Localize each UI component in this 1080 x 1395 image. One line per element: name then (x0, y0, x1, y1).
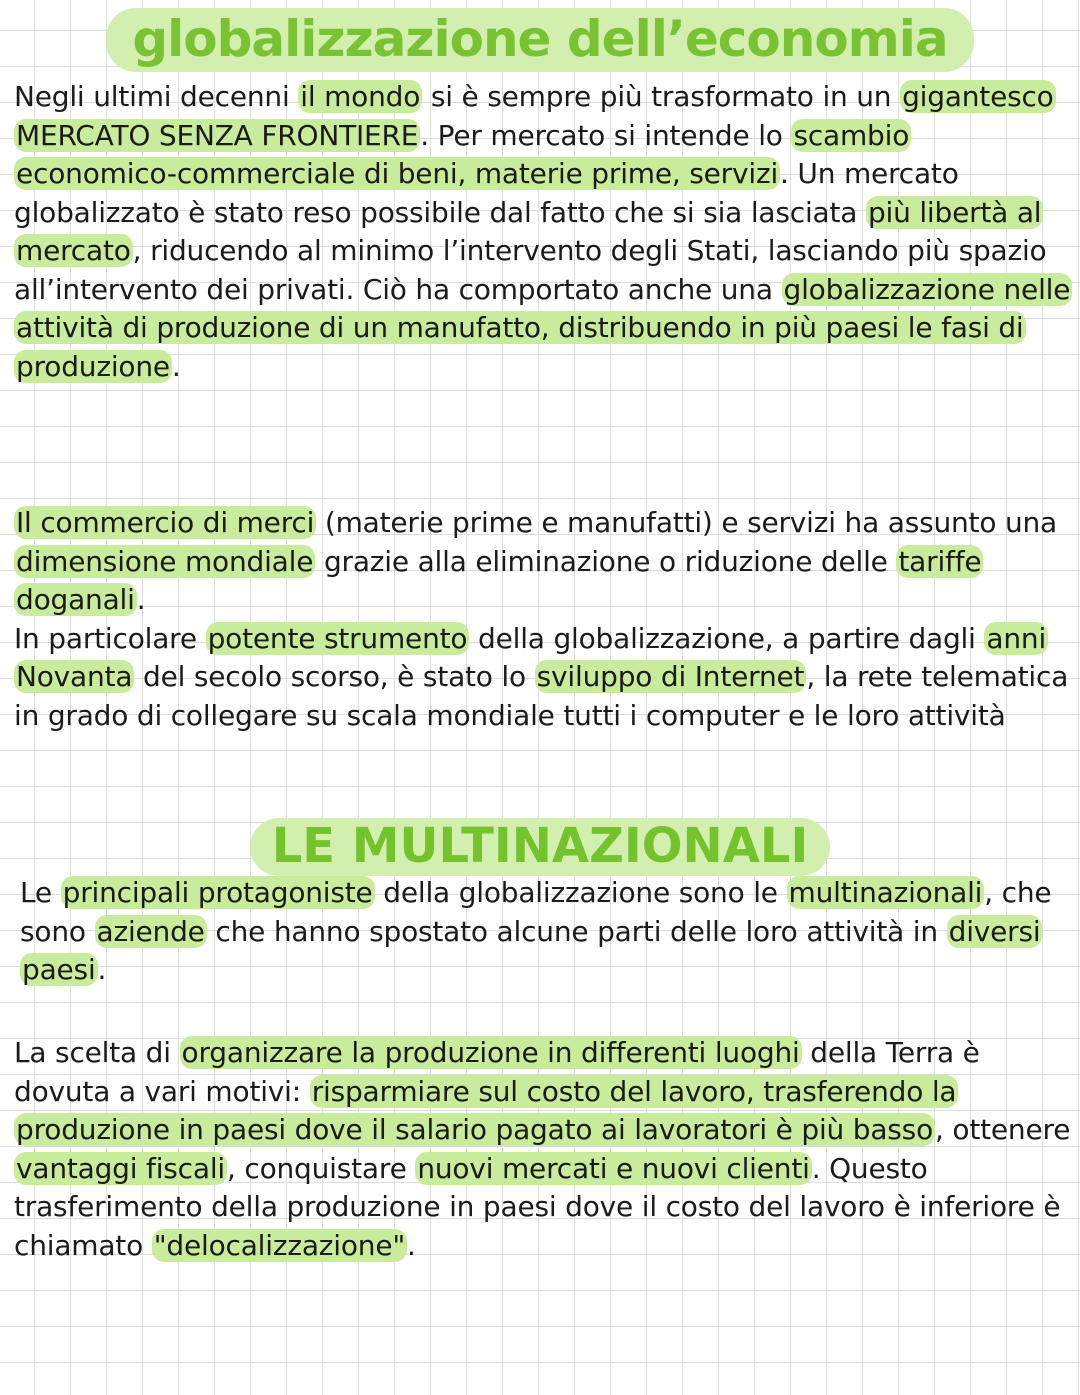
text-run: della globalizzazione sono le (374, 876, 787, 909)
text-run: , conquistare (226, 1151, 416, 1185)
text-run: della Terra è dovuta a vari motivi: (14, 1036, 980, 1108)
text-run: (materie prime e manufatti) e servizi ha assunto una (316, 506, 1058, 539)
text-run: , che sono (20, 876, 1052, 948)
section-title-multinationals: LE MULTINAZIONALI (250, 818, 831, 876)
text-run: . (407, 1228, 416, 1262)
highlighted-text: aziende (96, 914, 205, 948)
paragraph-delocalization (14, 1034, 1074, 1265)
text-run: , riducendo al minimo l’intervento degli Stati, lasciando più spazio all’intervento dei privati. Ciò ha comportato anche una (14, 234, 1047, 306)
text-run: . Questo trasferimento della produzione in paesi dove il costo del lavoro è inferiore è chiamato (14, 1151, 1061, 1262)
highlighted-text: anni Novanta (16, 621, 1047, 693)
text-run: , ottenere (935, 1113, 1071, 1146)
text-run: . (171, 349, 181, 383)
paragraph-commerce-internet (14, 504, 1074, 735)
highlighted-text: scambio economico-commerciale di beni, materie prime, servizi (16, 118, 910, 190)
text-run: grazie alla eliminazione o riduzione delle (315, 544, 897, 578)
highlighted-text: globalizzazione nelle attività di produzione di un manufatto, distribuendo in più paesi le fasi di produzione (16, 272, 1071, 383)
page-title: globalizzazione dell’economia (106, 8, 973, 72)
highlighted-text: più libertà al mercato (16, 195, 1042, 267)
highlighted-text: gigantesco MERCATO SENZA FRONTIERE (16, 80, 1054, 152)
highlighted-text: risparmiare sul costo del lavoro, trasferendo la produzione in paesi dove il salario pagato ai lavoratori è più basso (16, 1074, 957, 1146)
highlighted-text: organizzare la produzione in differenti luoghi (181, 1036, 800, 1069)
highlighted-text: vantaggi fiscali (16, 1151, 225, 1185)
text-run: Le (20, 876, 61, 909)
text-run: . Un mercato globalizzato è stato reso possibile dal fatto che si sia lasciata (14, 157, 959, 229)
text-run: , la rete telematica in grado di collegare su scala mondiale tutti i computer e le loro attività (14, 660, 1069, 732)
highlighted-text: sviluppo di Internet (536, 660, 805, 693)
section-title-wrap (0, 818, 1080, 876)
text-run: In particolare (14, 621, 206, 655)
paragraph-multinationals-definition (20, 874, 1070, 990)
text-run: . (97, 953, 107, 986)
text-run: . Per mercato si intende lo (420, 118, 792, 152)
highlighted-text: tariffe doganali (16, 544, 982, 616)
highlighted-text: diversi paesi (22, 914, 1041, 986)
text-run: Negli ultimi decenni (14, 80, 299, 113)
highlighted-text: il mondo (300, 80, 421, 113)
text-run: . (136, 583, 146, 616)
text-run: del secolo scorso, è stato lo (134, 660, 535, 693)
highlighted-text: dimensione mondiale (16, 544, 314, 578)
text-run: della globalizzazione, a partire dagli (469, 621, 985, 655)
text-run: si è sempre più trasformato in un (422, 80, 901, 113)
text-run: La scelta di (14, 1036, 180, 1069)
highlighted-text: nuovi mercati e nuovi clienti (417, 1151, 810, 1185)
text-run: che hanno spostato alcune parti delle loro attività in (206, 914, 947, 948)
highlighted-text: Il commercio di merci (16, 506, 315, 539)
highlighted-text: principali protagoniste (62, 876, 373, 909)
highlighted-text: "delocalizzazione" (153, 1228, 406, 1262)
highlighted-text: potente strumento (207, 621, 468, 655)
paragraph-globalization-intro (14, 78, 1074, 386)
highlighted-text: multinazionali (788, 876, 983, 909)
section-title-wrap (0, 8, 1080, 72)
